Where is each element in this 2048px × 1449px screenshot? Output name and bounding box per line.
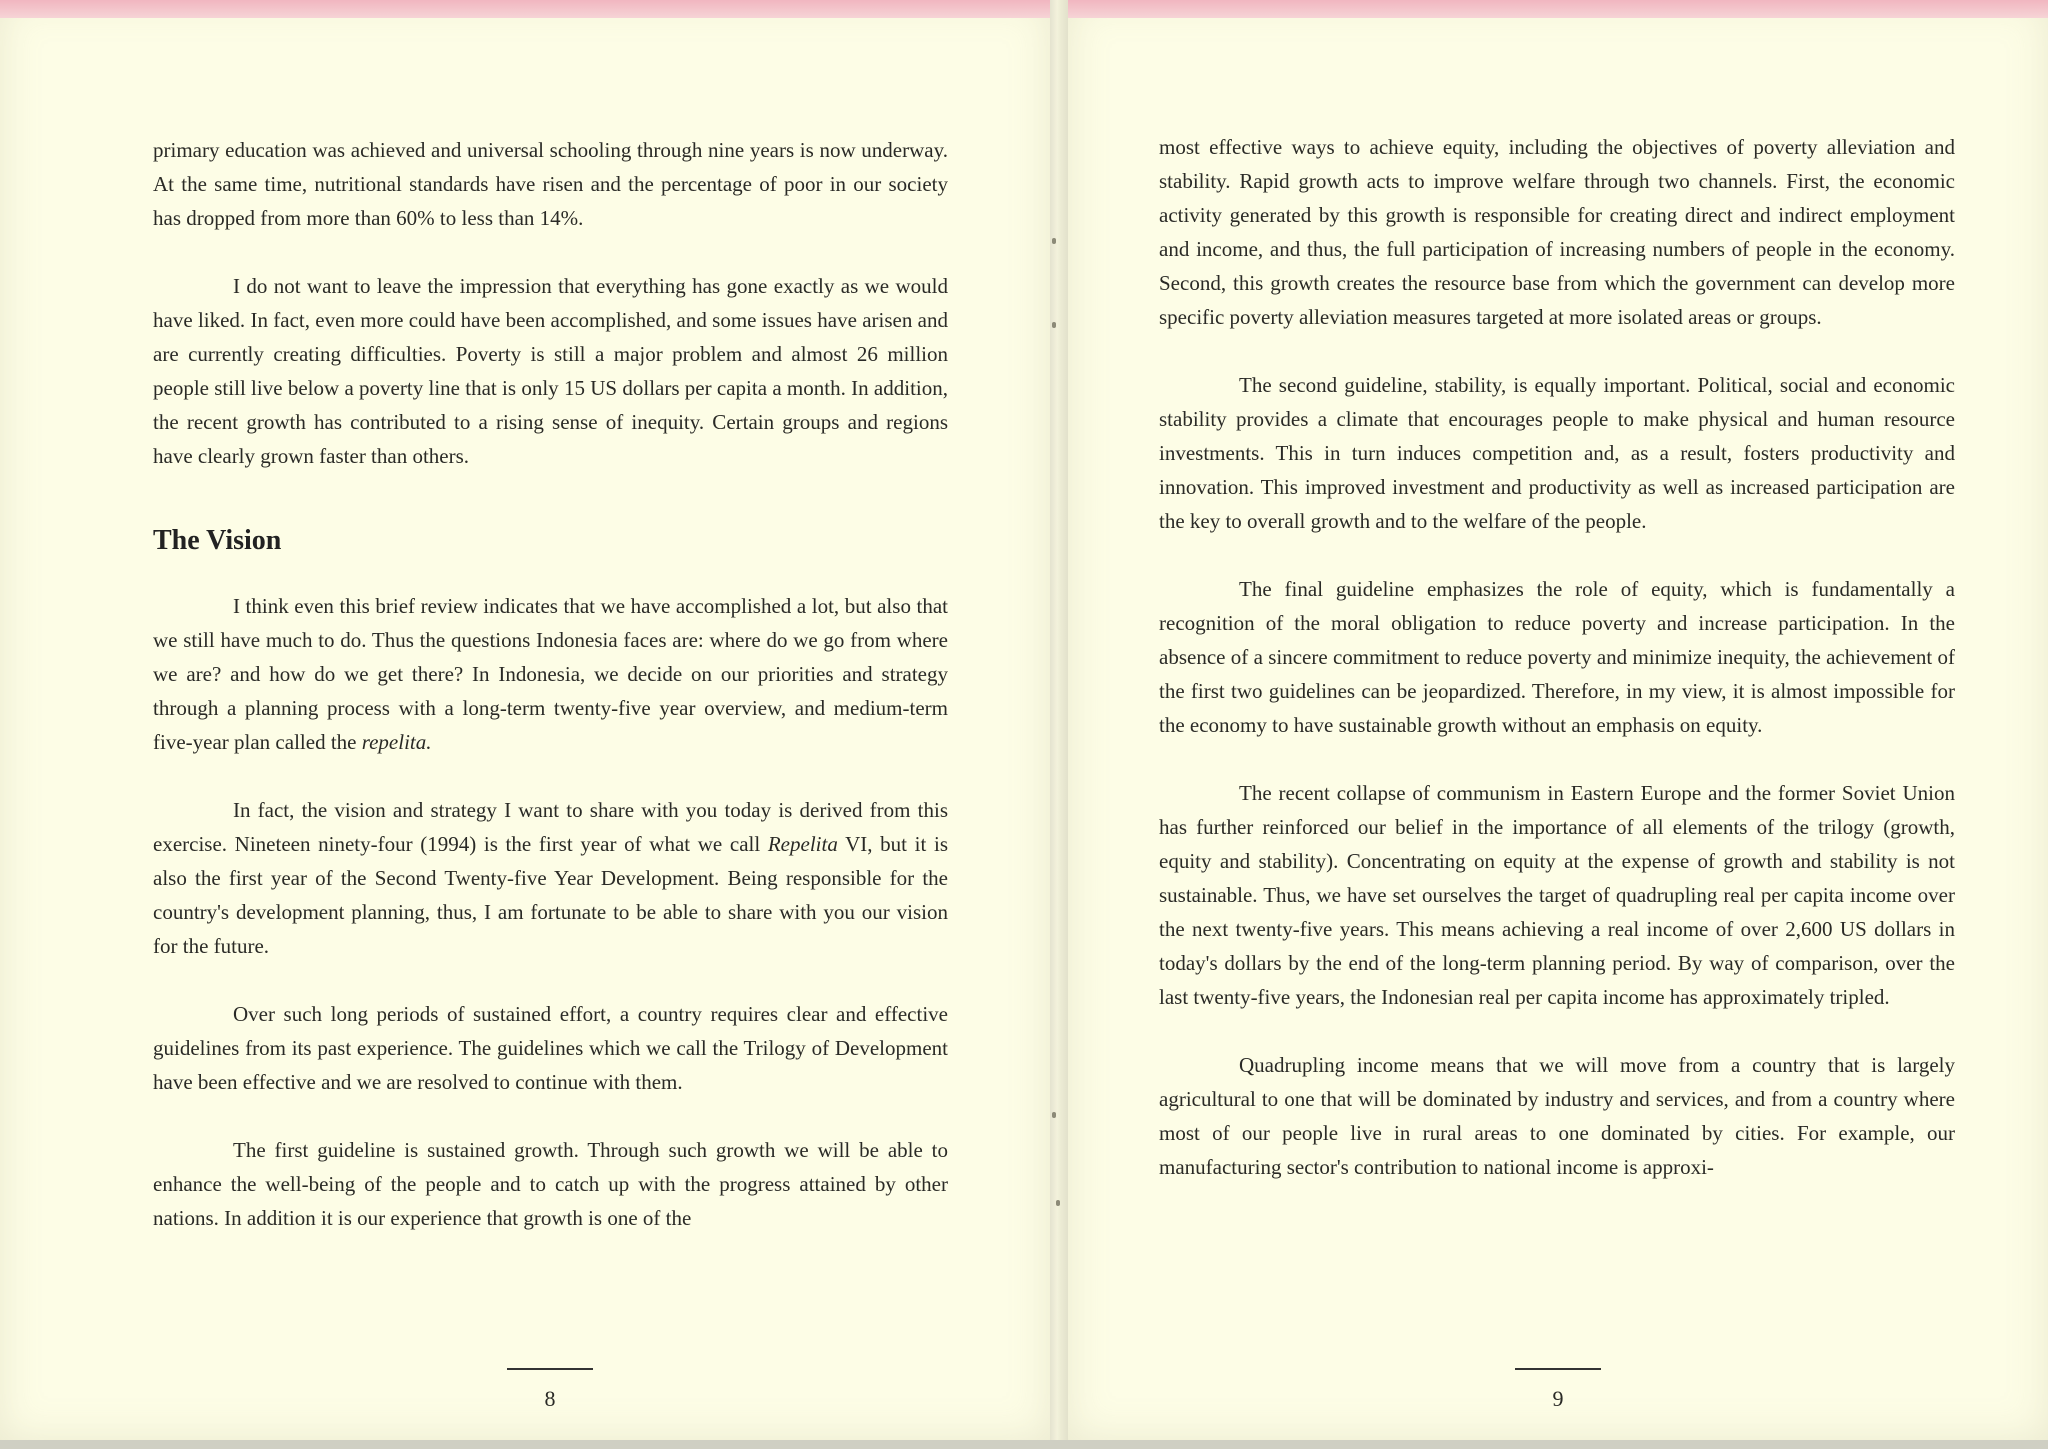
right-page-footer bbox=[1513, 1368, 1603, 1412]
paragraph: The second guideline, stability, is equally important. Political, social and economic stability provides a climate that encourages people to make physical and human resource investments. This in turn induces competition and, as a result, fosters productivity and innovation. This improved investment and productivity as well as increased participation are the key to overall growth and to the welfare of the people. bbox=[1159, 373, 1955, 533]
footer-rule bbox=[507, 1368, 593, 1370]
right-page-top-band bbox=[1068, 0, 2048, 18]
footer-rule bbox=[1515, 1368, 1601, 1370]
section-heading: The Vision bbox=[153, 525, 282, 556]
binding-mark bbox=[1052, 238, 1056, 244]
right-page-body bbox=[1159, 130, 1955, 1218]
paragraph: The recent collapse of communism in Eastern Europe and the former Soviet Union has further reinforced our belief in the importance of all elements of the trilogy (growth, equity and stability). Concentrating on equity at the expense of growth and stability is not sustainable. Thus, we have set ourselves the target of quadrupling real per capita income over the next twenty-five years. This means achieving a real income of over 2,600 US dollars in today's dollars by the end of the long-term planning period. By way of comparison, over the last twenty-five years, the Indonesian real per capita income has approximately tripled. bbox=[1159, 781, 1955, 1009]
paragraph-text: I think even this brief review indicates that we have accomplished a lot, but also that we still have much to do. Thus the questions Indonesia faces are: where do we go from where we are? and how do we get there? In Indonesia, we decide on our priorities and strategy through a planning process with a long-term twenty-five year overview, and medium-term five-year plan called the bbox=[153, 594, 948, 754]
page-number: 9 bbox=[1552, 1386, 1564, 1411]
book-gutter bbox=[1050, 0, 1068, 1440]
paragraph bbox=[153, 793, 948, 963]
left-page-footer bbox=[505, 1368, 595, 1412]
paragraph: Quadrupling income means that we will move from a country that is largely agricultural to one that will be dominated by industry and services, and from a country where most of our people live in rural areas to one dominated by cities. For example, our manufacturing sector's contribution to national income is approxi- bbox=[1159, 1053, 1955, 1179]
binding-mark bbox=[1052, 1112, 1056, 1118]
page-bottom-edge bbox=[0, 1440, 2048, 1449]
binding-mark bbox=[1056, 1200, 1060, 1206]
paragraph-text: VI, but it is also the first year of the Second Twenty-five Year Development. Being responsible for the country's development planning, thus, I am fortunate to be able to share with you our vision for the future. bbox=[153, 832, 949, 958]
paragraph: most effective ways to achieve equity, including the objectives of poverty alleviation and stability. Rapid growth acts to improve welfare through two channels. First, the economic activity generated by this growth is responsible for creating direct and indirect employment and income, and thus, the full participation of increasing numbers of people in the economy. Second, this growth creates the resource base from which the government can develop more specific poverty alleviation measures targeted at more isolated areas or groups. bbox=[1159, 135, 1955, 329]
left-page-top-band bbox=[0, 0, 1050, 18]
italic-term: Repelita bbox=[767, 832, 838, 856]
binding-mark bbox=[1052, 322, 1056, 328]
paragraph: The first guideline is sustained growth. Through such growth we will be able to enhance the well-being of the people and to catch up with the progress attained by other nations. In addition it is our experience that growth is one of the bbox=[153, 1138, 948, 1230]
left-page-body bbox=[153, 133, 948, 1269]
paragraph: Over such long periods of sustained effort, a country requires clear and effective guidelines from its past experience. The guidelines which we call the Trilogy of Development have been effective and we are resolved to continue with them. bbox=[153, 1002, 948, 1094]
italic-term: repelita. bbox=[361, 730, 432, 754]
page-number: 8 bbox=[544, 1386, 556, 1411]
paragraph bbox=[153, 589, 948, 759]
paragraph-text: In fact, the vision and strategy I want to share with you today is derived from this exercise. Nineteen ninety-four (1994) is the first year of what we call bbox=[153, 798, 948, 856]
paragraph: The final guideline emphasizes the role of equity, which is fundamentally a recognition of the moral obligation to reduce poverty and increase participation. In the absence of a sincere commitment to reduce poverty and minimize inequity, the achievement of the first two guidelines can be jeopardized. Therefore, in my view, it is almost impossible for the economy to have sustainable growth without an emphasis on equity. bbox=[1159, 577, 1955, 737]
paragraph: primary education was achieved and universal schooling through nine years is now underway. At the same time, nutritional standards have risen and the percentage of poor in our society has dropped from more than 60% to less than 14%. bbox=[153, 138, 948, 230]
paragraph: I do not want to leave the impression that everything has gone exactly as we would have liked. In fact, even more could have been accomplished, and some issues have arisen and are currently creating difficulties. Poverty is still a major problem and almost 26 million people still live below a poverty line that is only 15 US dollars per capita a month. In addition, the recent growth has contributed to a rising sense of inequity. Certain groups and regions have clearly grown faster than others. bbox=[153, 274, 948, 468]
